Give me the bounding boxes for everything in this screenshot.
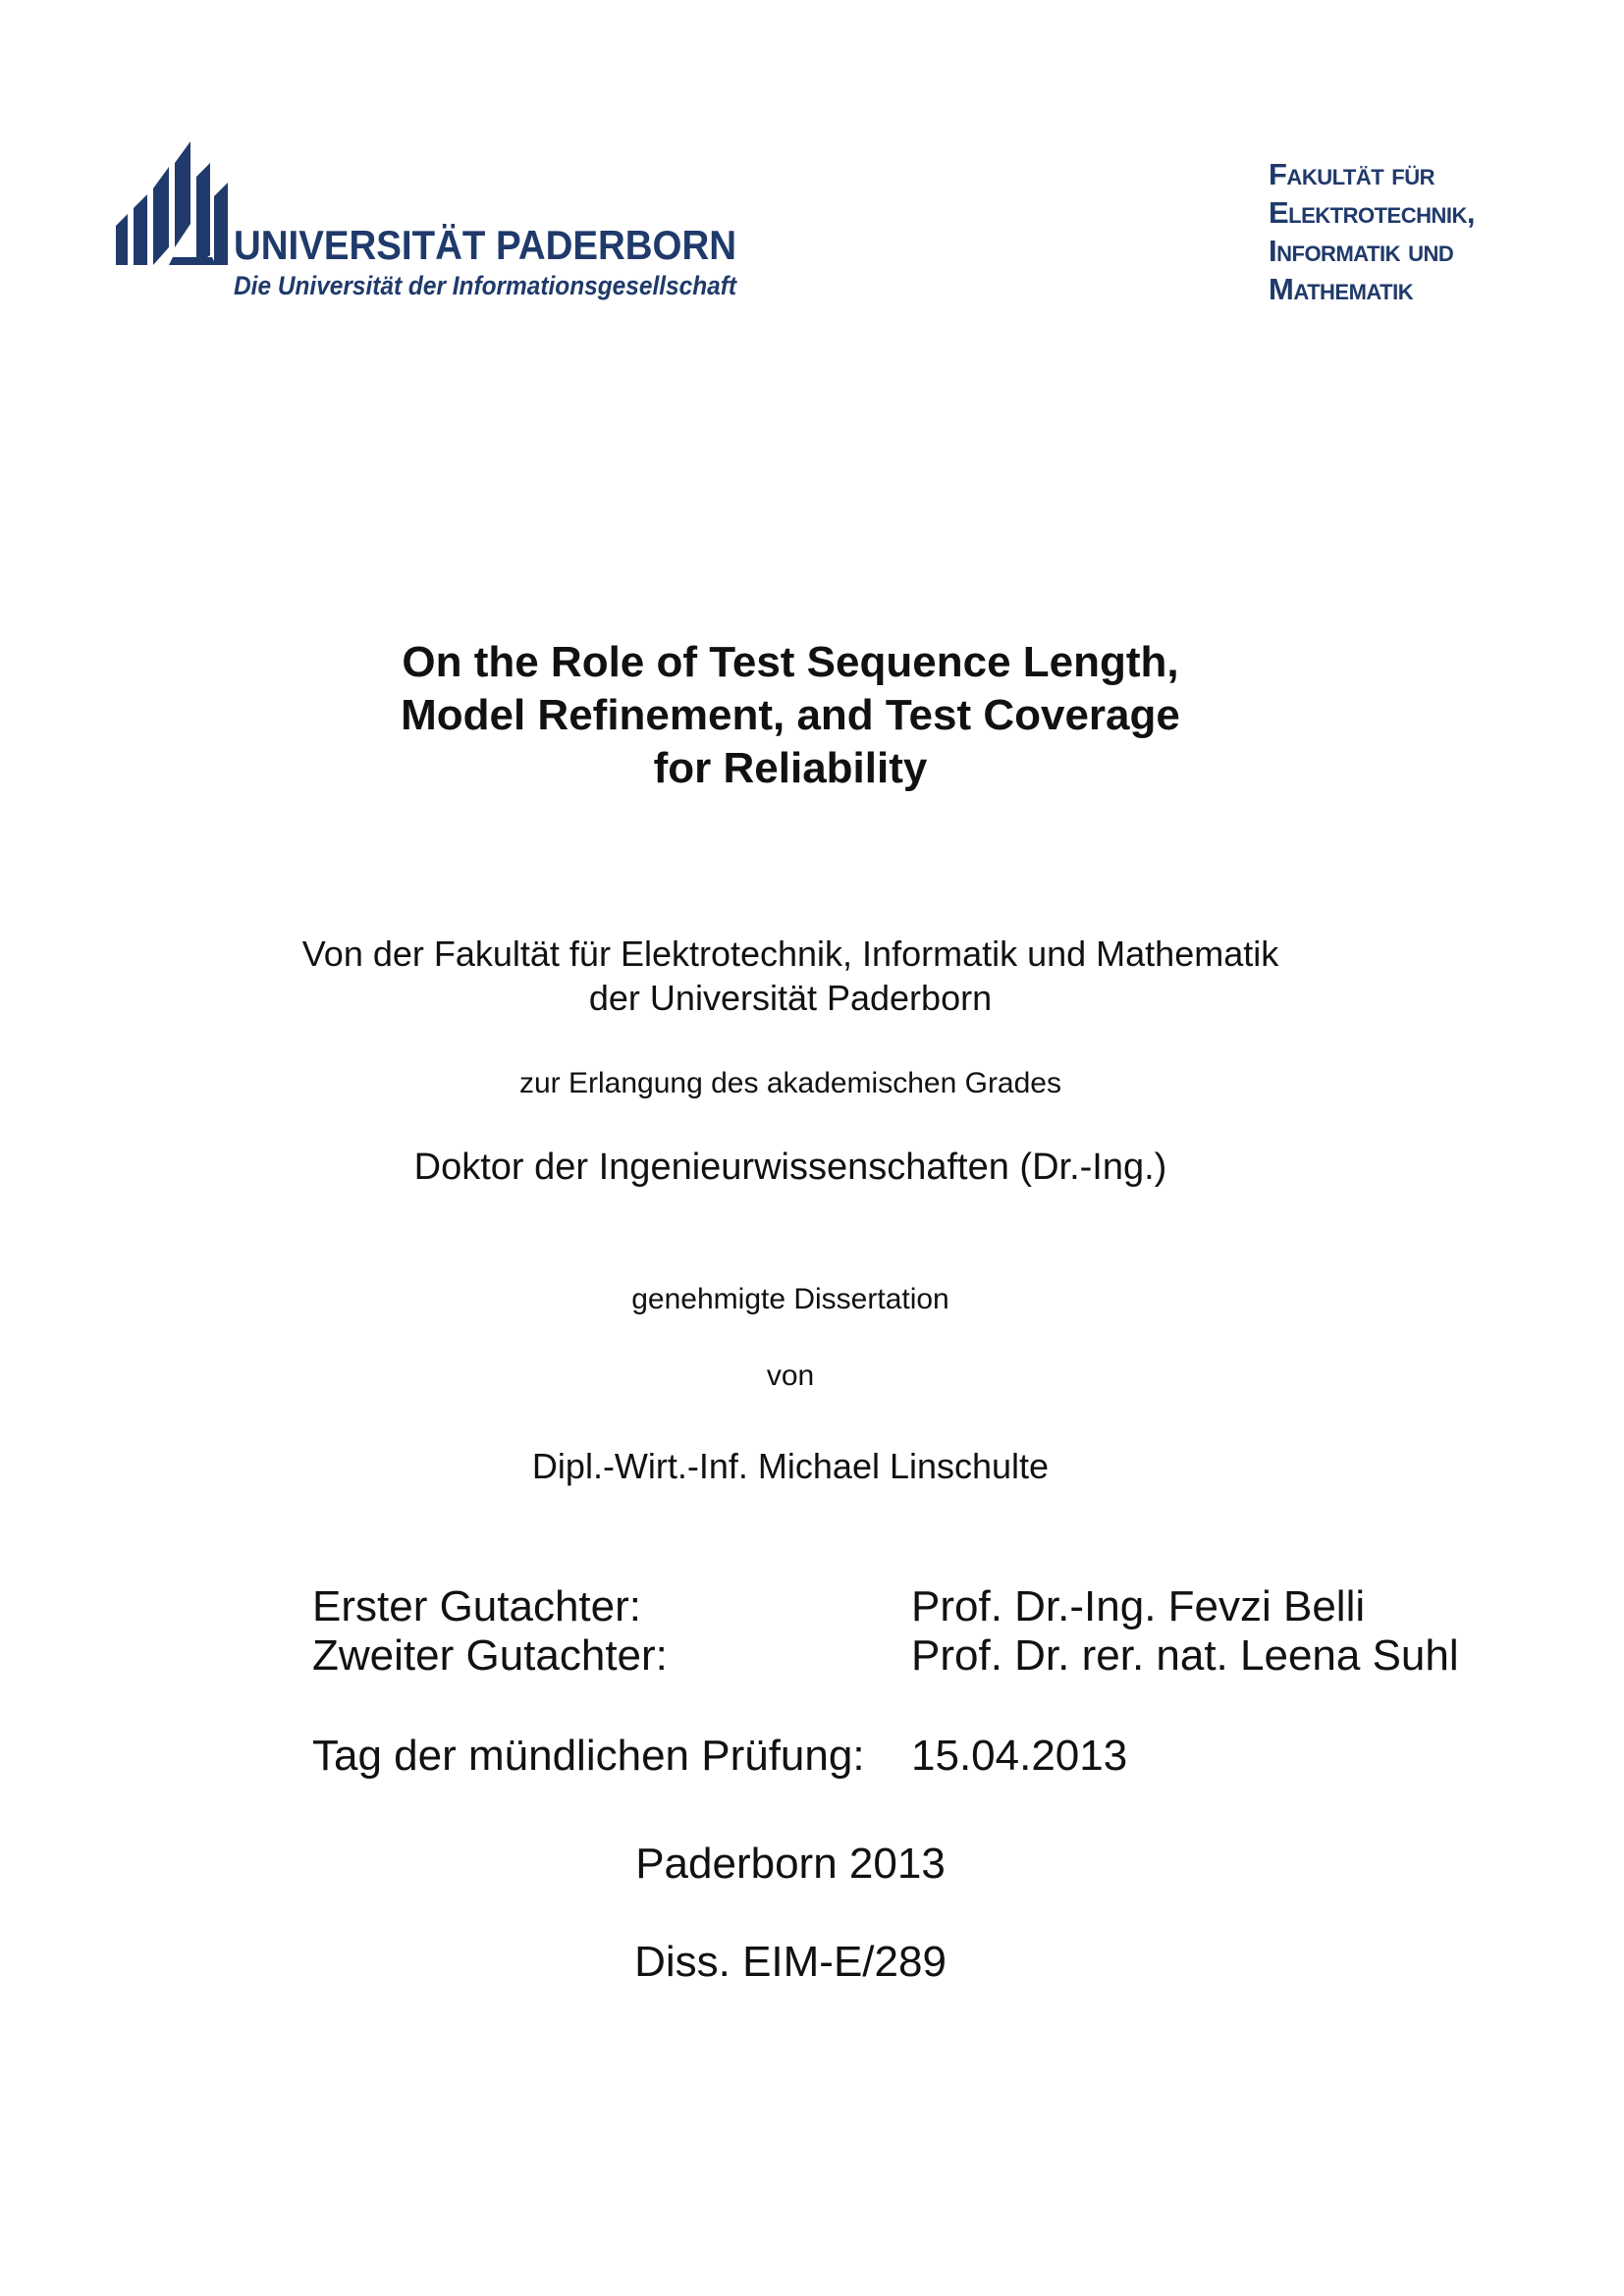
- dissertation-number: Diss. EIM-E/289: [634, 1938, 947, 1986]
- graduation-statement: zur Erlangung des akademischen Grades: [519, 1067, 1061, 1099]
- exam-date-value: 15.04.2013: [911, 1732, 1128, 1780]
- reviewer-row: [312, 1582, 1459, 1631]
- faculty-line: Elektrotechnik,: [1269, 195, 1476, 230]
- faculty-line: Informatik und: [1269, 234, 1454, 268]
- faculty-name: [1269, 155, 1475, 308]
- university-statement: der Universität Paderborn: [588, 978, 993, 1018]
- by-label: von: [766, 1360, 815, 1392]
- reviewer-table: [312, 1582, 1459, 1781]
- reviewer-label: Zweiter Gutachter:: [312, 1631, 668, 1680]
- reviewer-row: [312, 1631, 1459, 1681]
- exam-date-row: [312, 1732, 1459, 1781]
- university-logo: [116, 137, 744, 309]
- reviewer-label: Erster Gutachter:: [312, 1582, 642, 1630]
- author-name: Dipl.-Wirt.-Inf. Michael Linschulte: [531, 1446, 1050, 1486]
- approval-statement: genehmigte Dissertation: [631, 1283, 949, 1315]
- title-line: On the Role of Test Sequence Length,: [402, 638, 1179, 686]
- place-year: Paderborn 2013: [635, 1840, 946, 1888]
- exam-date-label: Tag der mündlichen Prüfung:: [312, 1732, 865, 1780]
- logo-wordmark: UNIVERSITÄT PADERBORN: [234, 222, 736, 268]
- degree-name: Doktor der Ingenieurwissenschaften (Dr.-Ing.): [413, 1147, 1167, 1188]
- faculty-line: Mathematik: [1269, 272, 1414, 306]
- faculty-statement: Von der Fakultät für Elektrotechnik, Informatik und Mathematik: [301, 934, 1279, 974]
- reviewer-value: Prof. Dr. rer. nat. Leena Suhl: [911, 1631, 1459, 1680]
- title-line: Model Refinement, and Test Coverage: [401, 691, 1180, 739]
- faculty-line: Fakultät für: [1269, 157, 1435, 191]
- dissertation-title: [0, 636, 1602, 795]
- title-line: for Reliability: [653, 744, 928, 792]
- reviewer-value: Prof. Dr.-Ing. Fevzi Belli: [911, 1582, 1366, 1630]
- logo-tagline: Die Universität der Informationsgesellschaft: [234, 271, 737, 300]
